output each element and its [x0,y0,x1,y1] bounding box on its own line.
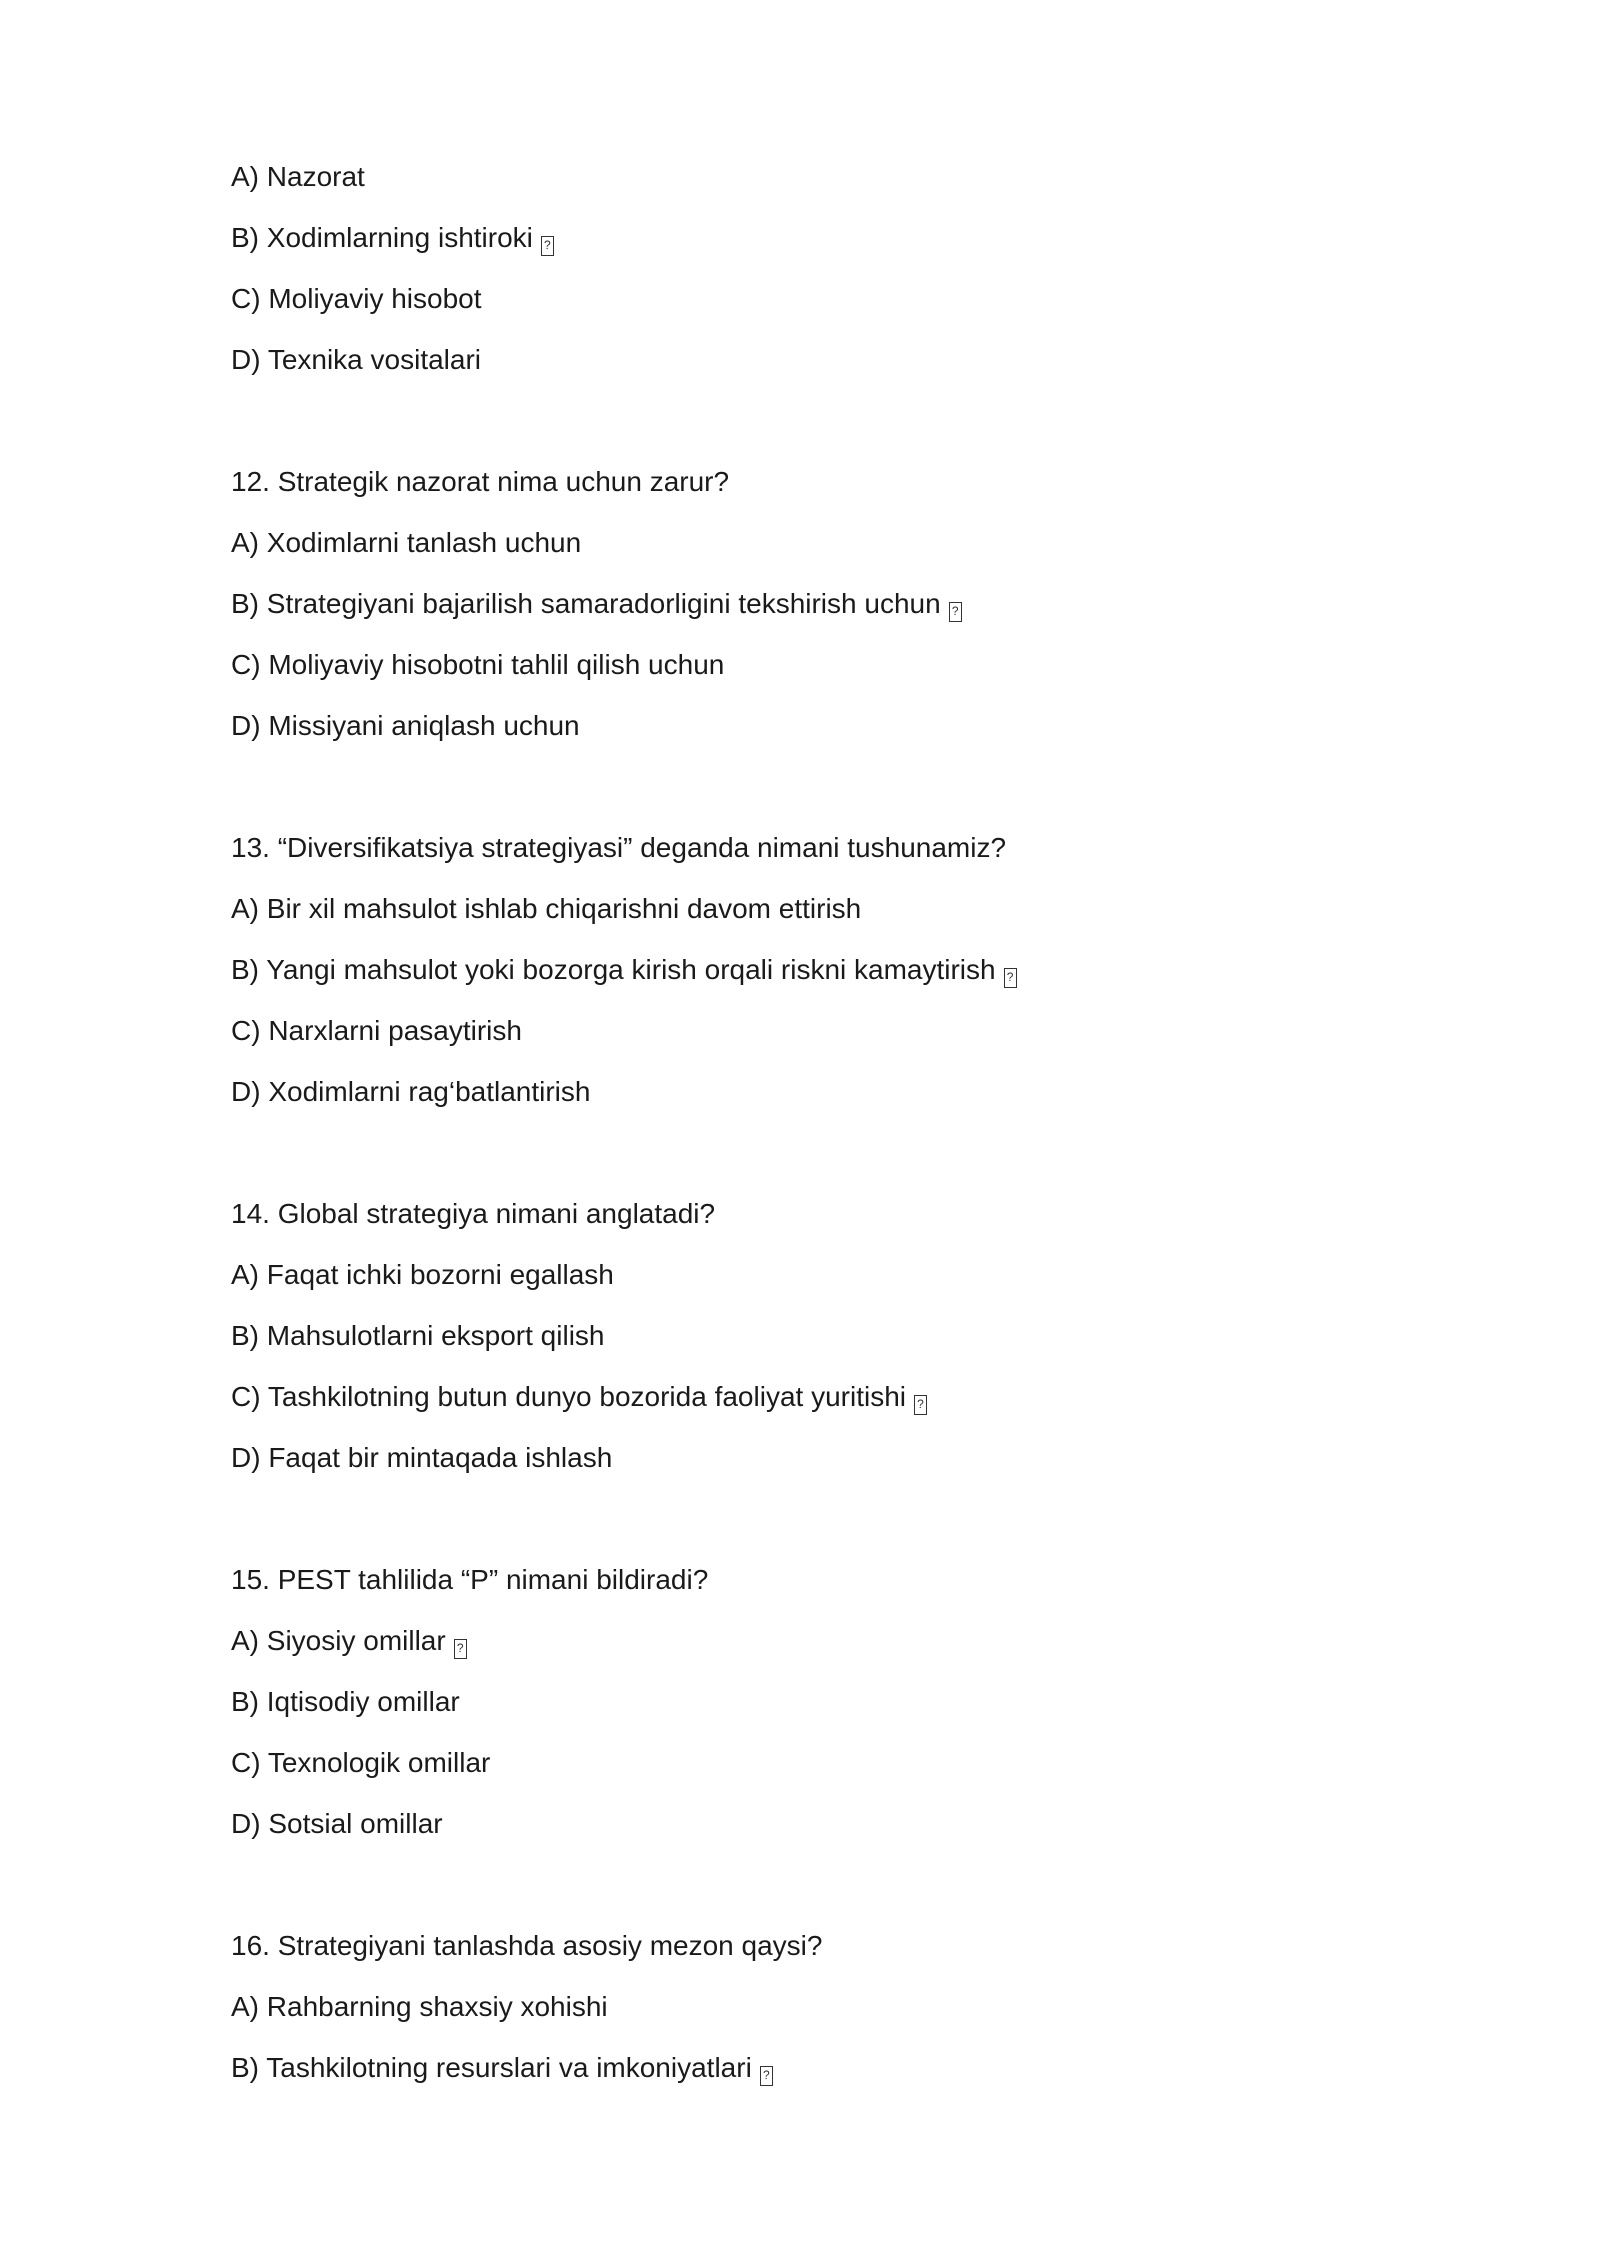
option-a [231,1244,1431,1305]
option-text: C) Tashkilotning butun dunyo bozorida faoliyat yuritishi [231,1381,906,1412]
answer-mark-icon: ? [949,602,962,622]
spacer [231,1488,1431,1549]
answer-mark-icon: ? [541,236,554,256]
spacer [231,1122,1431,1183]
question-text: 12. Strategik nazorat nima uchun zarur? [231,466,730,497]
option-text: A) Siyosiy omillar [231,1625,446,1656]
option-b [231,207,1431,268]
answer-mark-icon: ? [760,2066,773,2086]
option-text: A) Faqat ichki bozorni egallash [231,1259,614,1290]
option-text: A) Nazorat [231,161,365,192]
option-c [231,1366,1431,1427]
question-block-16 [231,1915,1431,2098]
question-block-13 [231,817,1431,1122]
spacer [231,390,1431,451]
option-text: B) Yangi mahsulot yoki bozorga kirish orqali riskni kamaytirish [231,954,996,985]
question-block-15 [231,1549,1431,1854]
option-b [231,939,1431,1000]
question-block-14 [231,1183,1431,1488]
option-d [231,1061,1431,1122]
question-block-11 [231,146,1431,390]
option-c [231,1000,1431,1061]
option-text: A) Rahbarning shaxsiy xohishi [231,1991,608,2022]
option-text: C) Moliyaviy hisobotni tahlil qilish uchun [231,649,725,680]
option-text: B) Iqtisodiy omillar [231,1686,460,1717]
quiz-content [231,146,1431,2098]
option-text: C) Moliyaviy hisobot [231,283,482,314]
option-text: C) Texnologik omillar [231,1747,491,1778]
option-text: B) Mahsulotlarni eksport qilish [231,1320,605,1351]
question-text: 16. Strategiyani tanlashda asosiy mezon qaysi? [231,1930,823,1961]
option-a [231,1610,1431,1671]
question-block-12 [231,451,1431,756]
option-text: A) Xodimlarni tanlash uchun [231,527,582,558]
question-text: 14. Global strategiya nimani anglatadi? [231,1198,716,1229]
option-c [231,1732,1431,1793]
option-c [231,268,1431,329]
option-b [231,573,1431,634]
option-text: D) Xodimlarni rag‘batlantirish [231,1076,591,1107]
option-text: D) Sotsial omillar [231,1808,443,1839]
option-a [231,512,1431,573]
option-a [231,1976,1431,2037]
option-a [231,878,1431,939]
spacer [231,1854,1431,1915]
option-b [231,2037,1431,2098]
option-d [231,1427,1431,1488]
answer-mark-icon: ? [914,1395,927,1415]
option-b [231,1671,1431,1732]
option-text: B) Strategiyani bajarilish samaradorligini tekshirish uchun [231,588,941,619]
spacer [231,756,1431,817]
option-c [231,634,1431,695]
option-d [231,1793,1431,1854]
option-d [231,695,1431,756]
answer-mark-icon: ? [454,1639,467,1659]
option-a [231,146,1431,207]
option-text: D) Texnika vositalari [231,344,482,375]
option-text: C) Narxlarni pasaytirish [231,1015,522,1046]
question-text: 13. “Diversifikatsiya strategiyasi” deganda nimani tushunamiz? [231,832,1007,863]
option-text: B) Xodimlarning ishtiroki [231,222,533,253]
answer-mark-icon: ? [1004,968,1017,988]
question-text: 15. PEST tahlilida “P” nimani bildiradi? [231,1564,709,1595]
option-text: B) Tashkilotning resurslari va imkoniyatlari [231,2052,752,2083]
option-text: D) Faqat bir mintaqada ishlash [231,1442,613,1473]
option-text: D) Missiyani aniqlash uchun [231,710,580,741]
option-d [231,329,1431,390]
option-text: A) Bir xil mahsulot ishlab chiqarishni davom ettirish [231,893,862,924]
option-b [231,1305,1431,1366]
